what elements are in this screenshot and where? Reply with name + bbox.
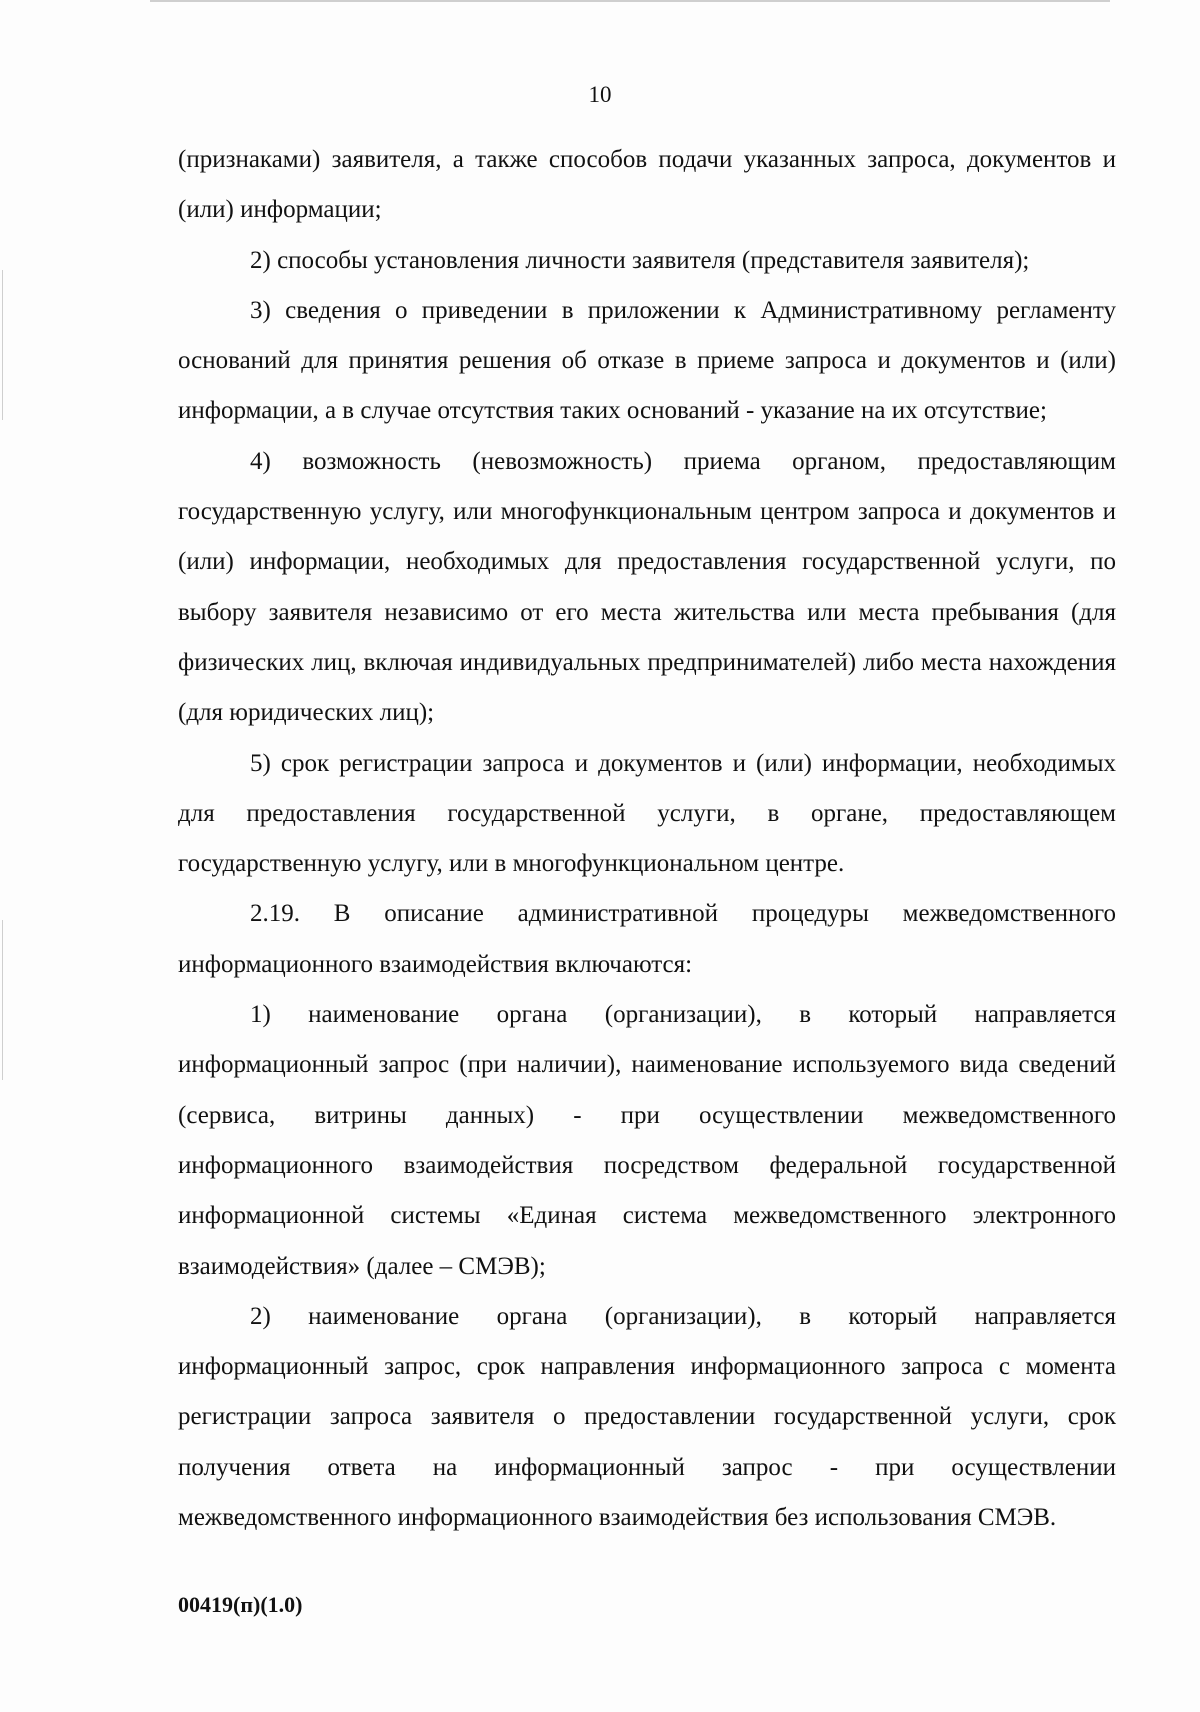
paragraph: (признаками) заявителя, а также способов подачи указанных запроса, документов и (или) информации; (178, 146, 1116, 224)
paragraph: 2) способы установления личности заявителя (представителя заявителя); (250, 246, 1030, 274)
paragraph: 5) срок регистрации запроса и документов и (или) информации, необходимых для предоставления государственной услуги, в органе, предоставляющем государственную услугу, или в многофункциональном центре. (178, 749, 1116, 878)
scan-edge-left (2, 920, 3, 1080)
paragraph: 2) наименование органа (организации), в который направляется информационный запрос, срок направления информационного запроса с момента регистрации запроса заявителя о предоставлении государственной услуги, срок получения ответа на информационный запрос - при осуществлении межведомственного информационного взаимодействия без использования СМЭВ. (178, 1302, 1116, 1532)
paragraph: 1) наименование органа (организации), в который направляется информационный запрос (при наличии), наименование используемого вида сведений (сервиса, витрины данных) - при осуществлении межведомственного информационного взаимодействия посредством федеральной государственной информационной системы «Единая система межведомственного электронного взаимодействия» (далее – СМЭВ); (178, 1001, 1116, 1280)
paragraph: 2.19. В описание административной процедуры межведомственного информационного взаимодействия включаются: (178, 900, 1116, 978)
body-text (178, 135, 1116, 1543)
document-code: 00419(п)(1.0) (178, 1592, 303, 1617)
scan-edge-left (2, 270, 3, 420)
scan-edge-top (150, 0, 1110, 2)
page-number: 10 (588, 82, 612, 107)
paragraph: 4) возможность (невозможность) приема органом, предоставляющим государственную услугу, или многофункциональным центром запроса и документов и (или) информации, необходимых для предоставления государственной услуги, по выбору заявителя независимо от его места жительства или места пребывания (для физических лиц, включая индивидуальных предпринимателей) либо места нахождения (для юридических лиц); (178, 447, 1116, 727)
paragraph: 3) сведения о приведении в приложении к Административному регламенту оснований для принятия решения об отказе в приеме запроса и документов и (или) информации, а в случае отсутствия таких оснований - указание на их отсутствие; (178, 296, 1116, 425)
